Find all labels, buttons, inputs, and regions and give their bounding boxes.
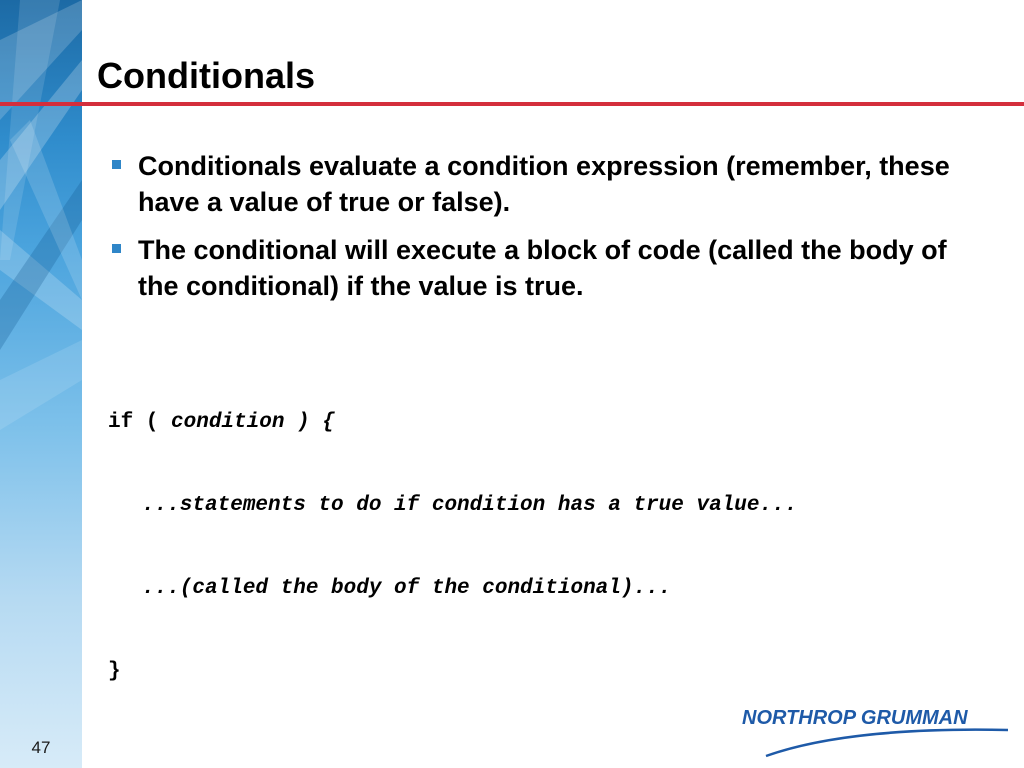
- bullet-text: The conditional will execute a block of code (called the body of the conditional) if the value is true.: [138, 235, 947, 301]
- slide-title: Conditionals: [97, 55, 315, 96]
- bullet-item: [108, 232, 968, 304]
- code-punctuation: ) {: [284, 411, 335, 434]
- code-placeholder: condition: [171, 411, 285, 434]
- light-streaks-graphic: [0, 0, 82, 768]
- square-bullet-icon: [112, 244, 121, 253]
- decorative-side-band: [0, 0, 82, 768]
- code-line: ...statements to do if condition has a true value...: [142, 494, 798, 517]
- code-line: }: [108, 660, 121, 683]
- square-bullet-icon: [112, 160, 121, 169]
- title-divider: [0, 102, 1024, 106]
- code-keyword: if (: [108, 411, 172, 434]
- northrop-grumman-logo: [738, 700, 1010, 760]
- bullet-item: [108, 148, 968, 220]
- logo-wordmark: NORTHROP GRUMMAN: [742, 707, 968, 729]
- code-line: [108, 404, 797, 441]
- logo-swoosh-icon: [766, 730, 1008, 756]
- page-number: 47: [31, 738, 51, 757]
- code-block: [108, 358, 797, 736]
- bullet-list: [108, 148, 968, 316]
- bullet-text: Conditionals evaluate a condition expression (remember, these have a value of true or false).: [138, 151, 950, 217]
- code-line: ...(called the body of the conditional)...: [142, 577, 672, 600]
